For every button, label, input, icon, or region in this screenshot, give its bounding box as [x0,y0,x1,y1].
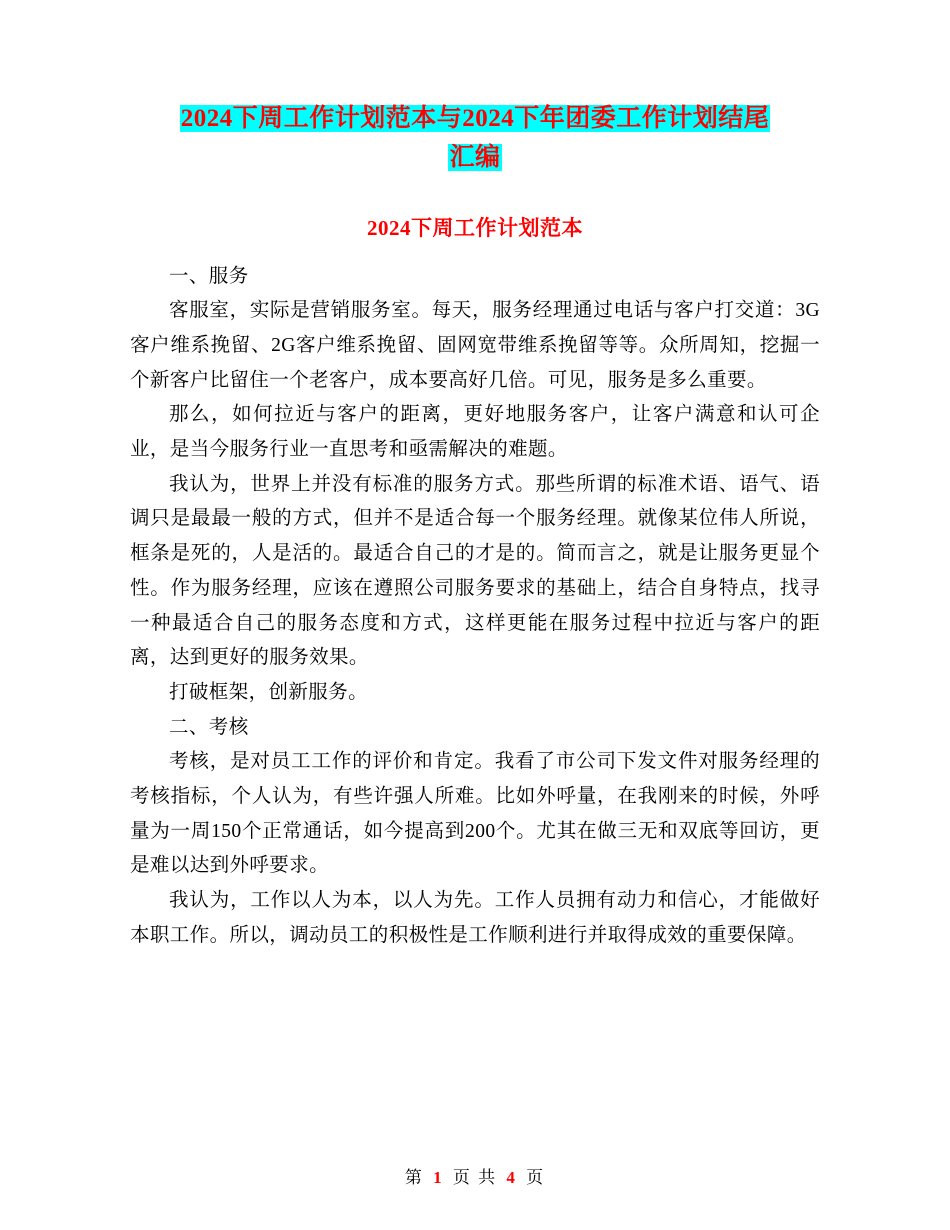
footer-total-pages: 4 [506,1168,517,1187]
footer-prefix: 第 [404,1168,424,1187]
page-title [130,100,820,178]
footer-middle: 页 [452,1168,472,1187]
paragraph-6: 二、考核 [169,716,249,738]
footer-total-label: 共 [478,1168,498,1187]
page-footer [0,1163,950,1188]
footer-current-page: 1 [433,1168,444,1187]
page-title-line-2: 汇编 [449,143,501,171]
paragraph-8: 我认为，工作以人为本，以人为先。工作人员拥有动力和信心，才能做好本职工作。所以，调动员工的积极性是工作顺利进行并取得成效的重要保障。 [130,890,820,946]
paragraph-5: 打破框架，创新服务。 [169,681,369,703]
footer-suffix: 页 [526,1168,546,1187]
section-subtitle: 2024下周工作计划范本 [367,215,583,240]
paragraph-4: 我认为，世界上并没有标准的服务方式。那些所谓的标准术语、语气、语调只是最最一般的方式，但并不是适合每一个服务经理。就像某位伟人所说，框条是死的，人是活的。最适合自己的才是的。简而言之，就是让服务更显个性。作为服务经理，应该在遵照公司服务要求的基础上，结合自身特点，找寻一种最适合自己的服务态度和方式，这样更能在服务过程中拉近与客户的距离，达到更好的服务效果。 [130,473,820,669]
paragraph-7: 考核，是对员工工作的评价和肯定。我看了市公司下发文件对服务经理的考核指标，个人认为，有些许强人所难。比如外呼量，在我刚来的时候，外呼量为一周150个正常通话，如今提高到200个。尤其在做三无和双底等回访，更是难以达到外呼要求。 [130,751,820,877]
paragraph-3: 那么，如何拉近与客户的距离，更好地服务客户，让客户满意和认可企业，是当今服务行业一直思考和亟需解决的难题。 [130,404,820,461]
paragraph-1: 一、服务 [169,265,249,287]
page-title-line-1: 2024下周工作计划范本与2024下年团委工作计划结尾 [180,105,770,132]
paragraph-2: 客服室，实际是营销服务室。每天，服务经理通过电话与客户打交道：3G客户维系挽留、2G客户维系挽留、固网宽带维系挽留等等。众所周知，挖掘一个新客户比留住一个老客户，成本要高好几倍。可见，服务是多么重要。 [130,300,820,391]
